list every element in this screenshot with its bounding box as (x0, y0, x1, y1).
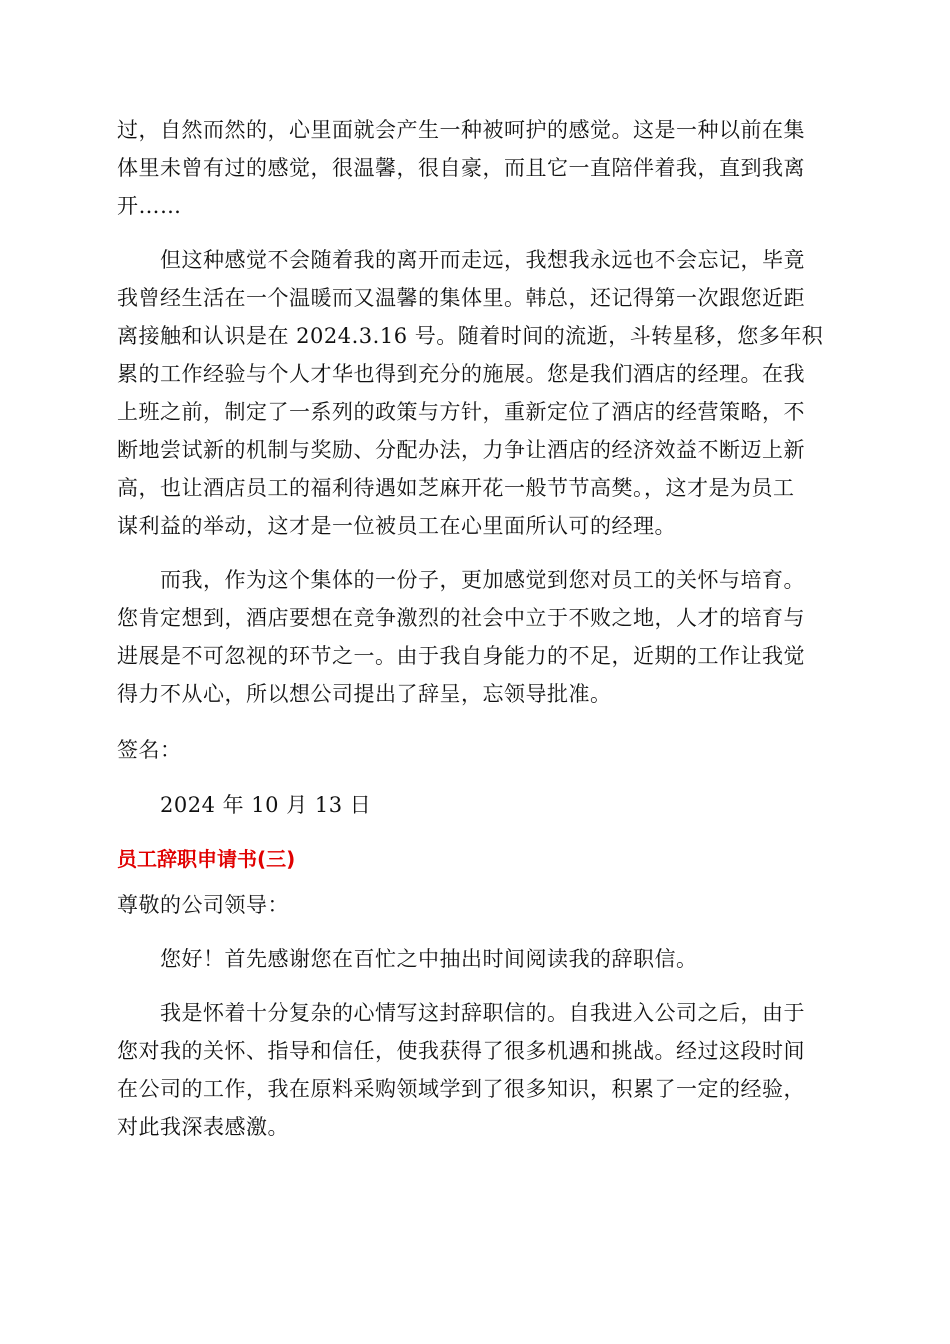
paragraph-2-line-3: 离接触和认识是在 2024.3.16 号。随着时间的流逝，斗转星移，您多年积 (117, 324, 824, 348)
final-paragraph-line-2: 您对我的关怀、指导和信任，使我获得了很多机遇和挑战。经过这段时间 (117, 1039, 805, 1063)
paragraph-2-line-1: 但这种感觉不会随着我的离开而走远，我想我永远也不会忘记，毕竟 (160, 248, 805, 272)
paragraph-1-line-3: 开…… (117, 194, 182, 218)
final-paragraph-line-3: 在公司的工作，我在原料采购领域学到了很多知识，积累了一定的经验， (117, 1077, 805, 1101)
final-paragraph-line-1: 我是怀着十分复杂的心情写这封辞职信的。自我进入公司之后，由于 (160, 1001, 805, 1025)
salutation: 尊敬的公司领导： (117, 893, 289, 917)
paragraph-1-line-2: 体里未曾有过的感觉，很温馨，很自豪，而且它一直陪伴着我，直到我离 (117, 156, 805, 180)
section-heading: 员工辞职申请书(三) (117, 847, 296, 871)
paragraph-3-line-4: 得力不从心，所以想公司提出了辞呈，忘领导批准。 (117, 682, 612, 706)
final-paragraph-line-4: 对此我深表感激。 (117, 1115, 289, 1139)
paragraph-3-line-2: 您肯定想到，酒店要想在竞争激烈的社会中立于不败之地，人才的培育与 (117, 606, 805, 630)
paragraph-2-line-4: 累的工作经验与个人才华也得到充分的施展。您是我们酒店的经理。在我 (117, 362, 805, 386)
paragraph-2-line-7: 高，也让酒店员工的福利待遇如芝麻开花一般节节高樊。，这才是为员工 (117, 476, 795, 500)
paragraph-3-line-1: 而我，作为这个集体的一份子，更加感觉到您对员工的关怀与培育。 (160, 568, 805, 592)
letter-date: 2024 年 10 月 13 日 (160, 793, 372, 817)
paragraph-2-line-2: 我曾经生活在一个温暖而又温馨的集体里。韩总，还记得第一次跟您近距 (117, 286, 805, 310)
signature-label: 签名： (117, 738, 182, 762)
greeting: 您好！首先感谢您在百忙之中抽出时间阅读我的辞职信。 (160, 947, 698, 971)
paragraph-2-line-6: 断地尝试新的机制与奖励、分配办法，力争让酒店的经济效益不断迈上新 (117, 438, 805, 462)
paragraph-2-line-5: 上班之前，制定了一系列的政策与方针，重新定位了酒店的经营策略，不 (117, 400, 805, 424)
paragraph-2-line-8: 谋利益的举动，这才是一位被员工在心里面所认可的经理。 (117, 514, 676, 538)
paragraph-3-line-3: 进展是不可忽视的环节之一。由于我自身能力的不足，近期的工作让我觉 (117, 644, 805, 668)
paragraph-1-line-1: 过，自然而然的，心里面就会产生一种被呵护的感觉。这是一种以前在集 (117, 118, 805, 142)
